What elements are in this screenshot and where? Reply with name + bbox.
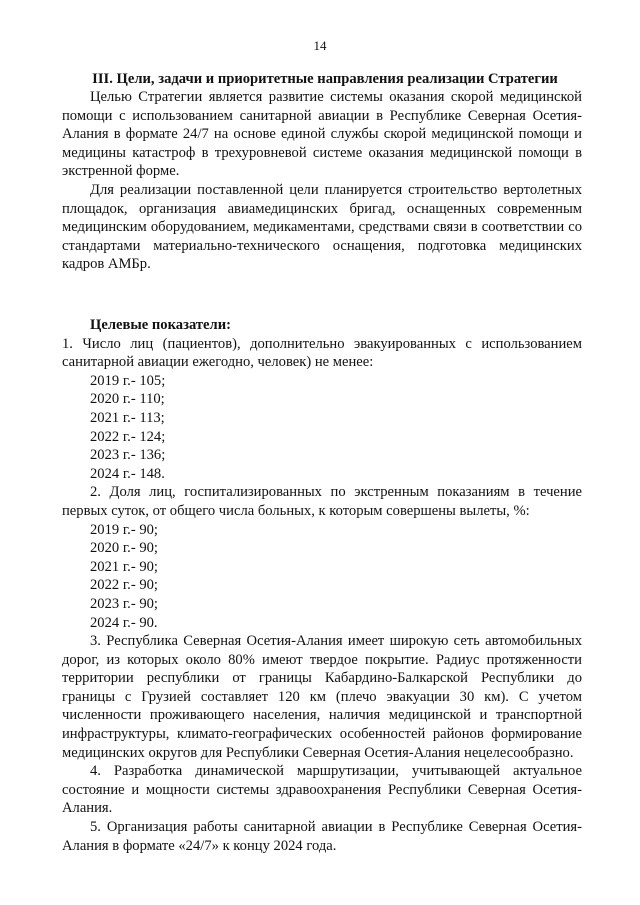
- indicator-1-year: 2022 г.- 124;: [90, 428, 166, 445]
- indicator-1-year: 2021 г.- 113;: [90, 409, 165, 426]
- indicators-block: [62, 316, 582, 855]
- indicator-2-year: 2023 г.- 90;: [90, 595, 158, 612]
- indicator-2-text: 2. Доля лиц, госпитализированных по экстренным показаниям в течение первых суток, от общего числа больных, к которым совершены вылеты, %:: [62, 484, 582, 519]
- indicator-2-year: 2020 г.- 90;: [90, 540, 158, 557]
- indicator-1-year: 2024 г.- 148.: [90, 465, 165, 482]
- intro-block: [62, 88, 582, 274]
- goal-paragraph: Целью Стратегии является развитие системы оказания скорой медицинской помощи с использованием санитарной авиации в Республике Северная Осетия-Алания в формате 24/7 на основе единой службы скорой медицинской помощи и медицины катастроф в трехуровневой системе оказания медицинской помощи в экстренной форме.: [62, 89, 582, 180]
- indicator-2-year: 2019 г.- 90;: [90, 521, 158, 538]
- section-heading: III. Цели, задачи и приоритетные направления реализации Стратегии: [92, 71, 558, 87]
- indicator-2-year: 2021 г.- 90;: [90, 558, 158, 575]
- indicator-1-year: 2023 г.- 136;: [90, 447, 166, 464]
- indicator-1-text: 1. Число лиц (пациентов), дополнительно эвакуированных с использованием санитарной авиации ежегодно, человек) не менее:: [62, 335, 582, 371]
- page-number: 14: [313, 38, 327, 53]
- indicator-5-text: 5. Организация работы санитарной авиации в Республике Северная Осетия-Алания в формате «24/7» к концу 2024 года.: [62, 819, 582, 854]
- indicators-label: Целевые показатели:: [90, 317, 231, 333]
- indicator-3-text: 3. Республика Северная Осетия-Алания имеет широкую сеть автомобильных дорог, из которых около 80% имеют твердое покрытие. Радиус протяженности территории республики от границы Кабардино-Балкарской Республики до границы с Грузией составляет 120 км (плечо эвакуации 30 км). С учетом численности проживающего населения, наличия медицинской и транспортной инфраструктуры, климато-географических особенностей районов формирование медицинских округов для Республики Северная Осетия-Алания нецелесообразно.: [62, 633, 582, 761]
- implementation-paragraph: Для реализации поставленной цели планируется строительство вертолетных площадок, организация авиамедицинских бригад, оснащенных современным медицинским оборудованием, медикаментами, средствами связи в соответствии со стандартами материально-технического оснащения, подготовка медицинских кадров АМБр.: [62, 181, 582, 273]
- indicator-4-text: 4. Разработка динамической маршрутизации, учитывающей актуальное состояние и мощности системы здравоохранения Республики Северная Осетия-Алания.: [62, 763, 582, 817]
- indicator-1-year: 2020 г.- 110;: [90, 391, 165, 408]
- indicator-2-year: 2022 г.- 90;: [90, 577, 158, 594]
- indicator-1-year: 2019 г.- 105;: [90, 372, 166, 389]
- indicator-2-year: 2024 г.- 90.: [90, 614, 158, 631]
